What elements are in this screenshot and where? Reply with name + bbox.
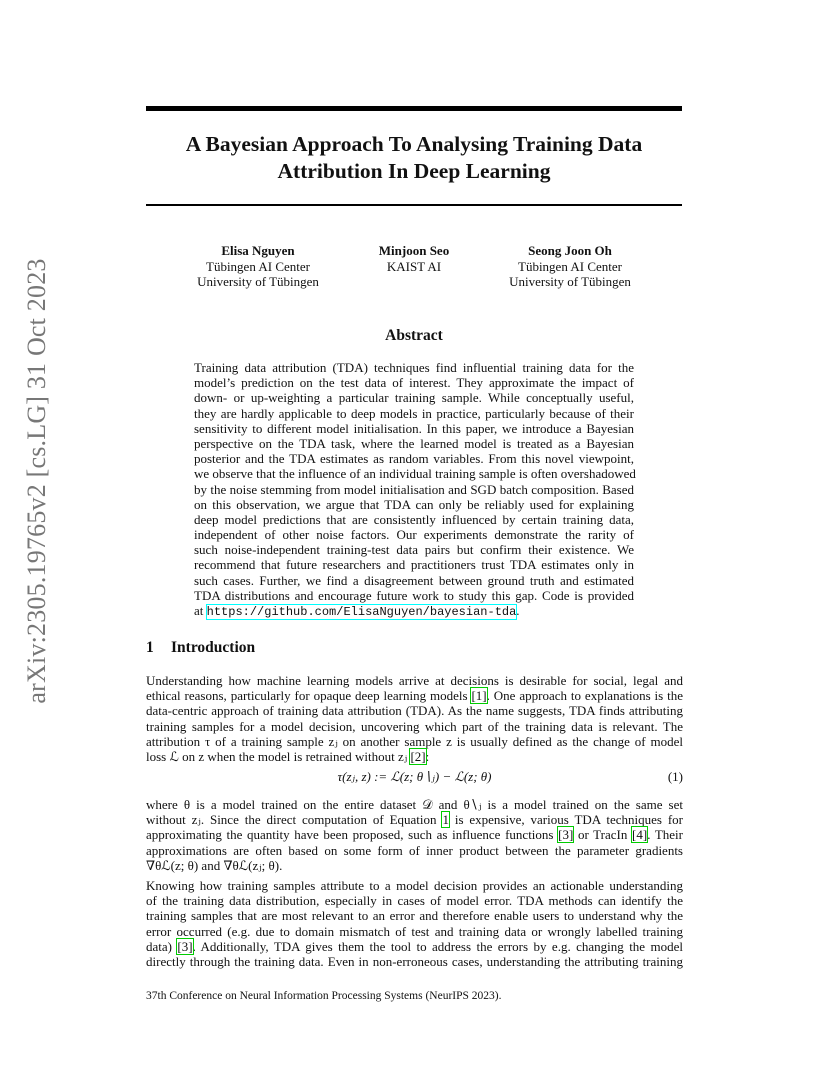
text-fragment: . Additionally, TDA gives them the tool to address the errors by e.g. changing the model: [192, 938, 683, 954]
paragraph-line: Knowing how training samples attribute to a model decision provides an actionable understanding: [146, 878, 683, 893]
citation-link[interactable]: [3]: [558, 827, 574, 843]
author-name: Minjoon Seo: [378, 243, 450, 258]
text-fragment: :: [425, 748, 430, 764]
paragraph-line: Understanding how machine learning models arrive at decisions is desirable for social, legal and: [146, 673, 683, 688]
abstract-line: such noise-independent training-test data pairs but confirm their existence. We: [194, 542, 634, 558]
author-affiliation: University of Tübingen: [197, 274, 319, 289]
abstract-line: model’s prediction on the test data of interest. They approximate the impact of: [194, 375, 634, 391]
text-fragment: without zⱼ. Since the direct computation of Equation: [146, 812, 443, 828]
author-name: Seong Joon Oh: [528, 243, 612, 258]
author-affiliation: Tübingen AI Center: [206, 258, 310, 274]
author-name: Elisa Nguyen: [221, 243, 295, 258]
paragraph-line: error occurred (e.g. due to domain mismatch of test and training data or wrongly labelled training: [146, 923, 683, 939]
paragraph-line: directly through the training data. Even in non-erroneous cases, understanding the attributing training: [146, 953, 683, 969]
paragraph-line: approximations are often based on some form of inner product between the parameter gradients: [146, 842, 683, 858]
paper-title: [146, 131, 682, 185]
paragraph-line: training samples that are most relevant to an error and therefore enable users to understand why the: [146, 908, 683, 924]
citation-link[interactable]: [4]: [632, 827, 648, 843]
abstract-heading: Abstract: [385, 327, 443, 344]
paragraph-line: attribution τ of a training sample zⱼ on another sample z is usually defined as the change of model: [146, 733, 683, 749]
conference-footnote: 37th Conference on Neural Information Processing Systems (NeurIPS 2023).: [146, 990, 502, 1002]
abstract-line: perspective on the TDA task, where the learned model is treated as a Bayesian: [194, 435, 634, 451]
intro-paragraph-2: [146, 797, 683, 873]
equation-expression: τ(zⱼ, z) := ℒ(z; θ∖ⱼ) − ℒ(z; θ): [337, 769, 492, 784]
abstract-line: they are hardly applicable to deep models in practice, particularly because of their: [194, 405, 634, 421]
text-fragment: data): [146, 938, 178, 954]
code-repository-link[interactable]: https://github.com/ElisaNguyen/bayesian-tda: [206, 605, 517, 619]
abstract-line: on this observation, we argue that TDA can only be reliably used for explaining: [194, 496, 634, 512]
abstract-text: [194, 360, 634, 618]
abstract-line: recommend that future researchers and practitioners trust TDA estimates only in: [194, 557, 634, 573]
author-block: [480, 243, 660, 290]
author-block: [324, 243, 504, 274]
text-fragment: ethical reasons, particularly for opaque deep learning models: [146, 688, 472, 704]
text-fragment: loss ℒ on z when the model is retrained without zⱼ: [146, 748, 411, 764]
section-heading-introduction: [146, 639, 255, 657]
equation-reference-link[interactable]: 1: [442, 812, 449, 828]
paragraph-line: [146, 749, 683, 764]
citation-link[interactable]: [2]: [410, 748, 426, 764]
intro-paragraph-1: [146, 673, 683, 764]
title-line-2: Attribution In Deep Learning: [277, 159, 551, 183]
abstract-line: by the noise stemming from model initialisation and SGD batch composition. Based: [194, 481, 634, 497]
text-fragment: is expensive, various TDA techniques for: [448, 812, 683, 828]
abstract-line: down- or up-weighting a particular training sample. While conceptually useful,: [194, 390, 634, 406]
citation-link[interactable]: [1]: [471, 688, 487, 704]
paragraph-line: where θ is a model trained on the entire dataset 𝒟 and θ∖ⱼ is a model trained on the same set: [146, 797, 683, 812]
arxiv-identifier-text: arXiv:2305.19765v2 [cs.LG] 31 Oct 2023: [22, 258, 51, 704]
paragraph-line: [146, 827, 683, 842]
author-affiliation: KAIST AI: [386, 258, 442, 274]
title-top-rule: [146, 106, 682, 111]
paragraph-line: [146, 812, 683, 827]
abstract-text-fragment: at: [194, 603, 207, 618]
abstract-line: sensitivity to different model initialisation. In this paper, we introduce a Bayesian: [194, 420, 634, 436]
abstract-line: [194, 603, 634, 618]
paragraph-line: training samples for a model decision, uncovering which part of the training data is relevant. The: [146, 718, 683, 734]
equation-number: (1): [667, 769, 683, 784]
citation-link[interactable]: [3]: [177, 938, 193, 954]
paragraph-line: [146, 688, 683, 703]
text-fragment: or TracIn: [573, 827, 633, 843]
abstract-text-fragment: .: [516, 603, 520, 618]
author-affiliation: University of Tübingen: [509, 274, 631, 289]
abstract-line: such cases. Further, we find a disagreement between ground truth and estimated: [194, 572, 634, 588]
abstract-line: posterior and the TDA estimates as random variables. From this novel viewpoint,: [194, 451, 634, 467]
paragraph-line: [146, 939, 683, 954]
abstract-line: deep model predictions that are consistently influenced by certain training data,: [194, 511, 634, 527]
paragraph-line: ∇θℒ(z; θ) and ∇θℒ(zⱼ; θ).: [146, 857, 283, 873]
title-bottom-rule: [146, 204, 682, 206]
paragraph-line: data-centric approach of training data attribution (TDA). As the name suggests, TDA finds attributing: [146, 703, 683, 719]
abstract-line: independent of other noise factors. Our experiments demonstrate the rarity of: [194, 527, 634, 543]
abstract-line: Training data attribution (TDA) techniques find influential training data for the: [194, 360, 634, 375]
abstract-line: we observe that the influence of an individual training sample is often overshadowed: [194, 466, 636, 482]
section-title: Introduction: [171, 639, 256, 656]
author-block: [168, 243, 348, 290]
intro-paragraph-3: [146, 878, 683, 969]
section-number: 1: [146, 639, 154, 656]
text-fragment: . Their: [647, 827, 683, 843]
author-affiliation: Tübingen AI Center: [518, 258, 622, 274]
text-fragment: approximating the quantity have been proposed, such as influence functions: [146, 827, 559, 843]
text-fragment: . One approach to explanations is the: [486, 688, 683, 704]
paragraph-line: of the training data distribution, especially in cases of model error. TDA methods can identify the: [146, 893, 683, 909]
abstract-line: TDA distributions and encourage future work to study this gap. Code is provided: [194, 587, 634, 603]
title-line-1: A Bayesian Approach To Analysing Training Data: [185, 132, 643, 156]
